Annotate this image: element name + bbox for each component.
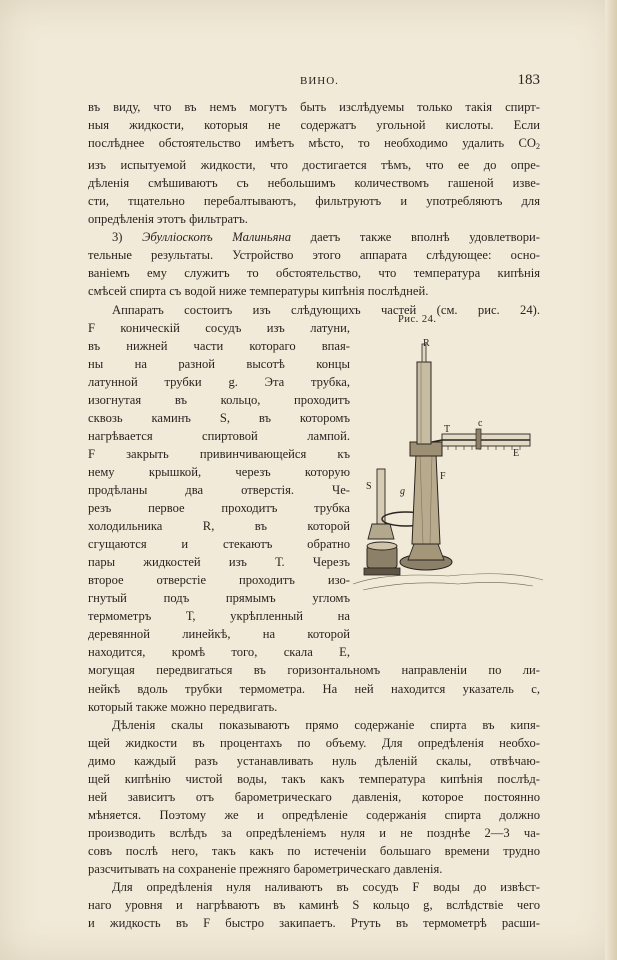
text-line: который также можно передвигать. (88, 699, 278, 714)
label-c: c (478, 418, 483, 429)
label-f: F (440, 471, 446, 482)
text-line: дѣленія смѣшиваютъ съ небольшимъ количествомъ гашеной изве- (88, 176, 540, 191)
text-line: тельные результаты. Устройство этого аппарата слѣдующее: осно- (88, 248, 540, 263)
text-line: опредѣленія этотъ фильтратъ. (88, 212, 248, 227)
text-line: ваніемъ ему служитъ то обстоятельство, что температура кипѣнія (88, 266, 540, 281)
text-line: Дѣленія скалы показываютъ прямо содержаніе спирта въ кипя- (112, 717, 540, 732)
text-line: ныя жидкости, которыя не содержатъ угольной кислоты. Если (88, 118, 540, 133)
text-line: сгущаются и стекаютъ обратно (88, 537, 350, 552)
label-t: T (444, 424, 451, 435)
text-line: Аппаратъ состоитъ изъ слѣдующихъ частей (см. рис. 24). (112, 302, 540, 317)
italic-term: Эбулліоскопъ Малиньяна (142, 230, 292, 245)
text-line: въ виду, что въ немъ могутъ быть изслѣдуемы только такія спирт- (88, 100, 540, 114)
text-line: находится, кромѣ того, скала E, (88, 645, 350, 660)
text-line: сти, тщательно перебалтываютъ, фильтруютъ и употребляютъ для (88, 194, 540, 209)
label-r: R (423, 338, 430, 349)
text-line: совъ послѣ него, такъ какъ по истеченіи большаго времени трудно (88, 843, 540, 858)
running-title: ВИНО. (300, 75, 339, 87)
text-line: щей жидкости въ процентахъ по объему. Для опредѣленія необхо- (88, 735, 540, 750)
text-line: 3) Эбулліоскопъ Малиньяна даетъ также вполнѣ удовлетвори- (112, 230, 540, 245)
text-line: въ нижней части котораго впая- (88, 338, 350, 353)
text-line: пары жидкостей изъ Т. Черезъ (88, 555, 350, 570)
text-line: деревянной линейкѣ, на которой (88, 627, 350, 642)
text-line: нейкѣ вдоль трубки термометра. На ней находится указатель c, (88, 681, 540, 696)
label-g: g (400, 486, 405, 497)
text-line: термометръ Т, укрѣпленный на (88, 609, 350, 624)
text-line: второе отверстіе проходитъ изо- (88, 573, 350, 588)
text-line: послѣднее обстоятельство имѣетъ мѣсто, то необходимо удалить $CO_2$ (88, 136, 540, 152)
text-line: изъ испытуемой жидкости, что достигается тѣмъ, что ее до опре- (88, 158, 540, 173)
page-edge (605, 0, 617, 960)
text-line: резъ первое проходитъ трубка (88, 501, 350, 516)
text-line: мѣняется. Поэтому же и опредѣленіе содержанія спирта должно (88, 807, 540, 822)
text-line: гнутый подъ прямымъ угломъ (88, 591, 350, 606)
text-line: F закрыть привинчивающейся къ (88, 446, 350, 461)
figure-24 (348, 312, 548, 602)
text-line: ны на разной высотѣ концы (88, 356, 350, 371)
text-line: смѣсей спирта съ водой ниже температуры кипѣнія послѣдней. (88, 284, 429, 299)
text-line: F коническій сосудъ изъ латуни, (88, 320, 350, 335)
text-line: продѣланы два отверстія. Че- (88, 482, 350, 497)
text-line: щей кипѣнію чистой воды, такъ какъ температура кипѣнія послѣд- (88, 771, 540, 786)
text-line: холодильника R, въ которой (88, 519, 350, 534)
ebullioscope-illustration (348, 334, 548, 602)
text-line: Для опредѣленія нуля наливаютъ въ сосудъ F воды до извѣст- (112, 880, 540, 895)
page-header (88, 72, 540, 92)
label-e: E (513, 448, 520, 459)
text-line: наго уровня и нагрѣваютъ въ каминѣ S кольцо g, вслѣдствіе чего (88, 898, 540, 913)
text-line: изогнутая въ кольцо, проходитъ (88, 392, 350, 407)
page-number: 183 (517, 72, 540, 88)
text-line: ней зависитъ отъ барометрическаго давленія, которое постоянно (88, 789, 540, 804)
figure-caption: Рис. 24. (398, 314, 437, 325)
pointer-c (476, 429, 481, 449)
text-line: разсчитывать на сохраненіе прежняго барометрическаго давленія. (88, 861, 443, 876)
text-line: нему крышкой, черезъ которую (88, 464, 350, 479)
subscript: 2 (536, 142, 540, 152)
wrapped-text-column (88, 319, 350, 662)
text-line: могущая передвигаться въ горизонтальномъ направленіи по ли- (88, 663, 540, 678)
text-line: латунной трубки g. Эта трубка, (88, 374, 350, 389)
label-s: S (366, 481, 372, 492)
text-line: производить вслѣдъ за опредѣленіемъ нуля и не позднѣе 2—3 ча- (88, 825, 540, 840)
ground-hatching (363, 582, 533, 590)
text-line: димо каждый разъ устанавливать нуль дѣленій скалы, отвѣчаю- (88, 753, 540, 768)
text-line: и жидкость въ F быстро закипаетъ. Ртуть въ термометрѣ расши- (88, 916, 540, 931)
condenser-r (417, 344, 431, 444)
text-line: нагрѣвается спиртовой лампой. (88, 428, 350, 443)
text-line: сквозь каминъ S, въ которомъ (88, 410, 350, 425)
